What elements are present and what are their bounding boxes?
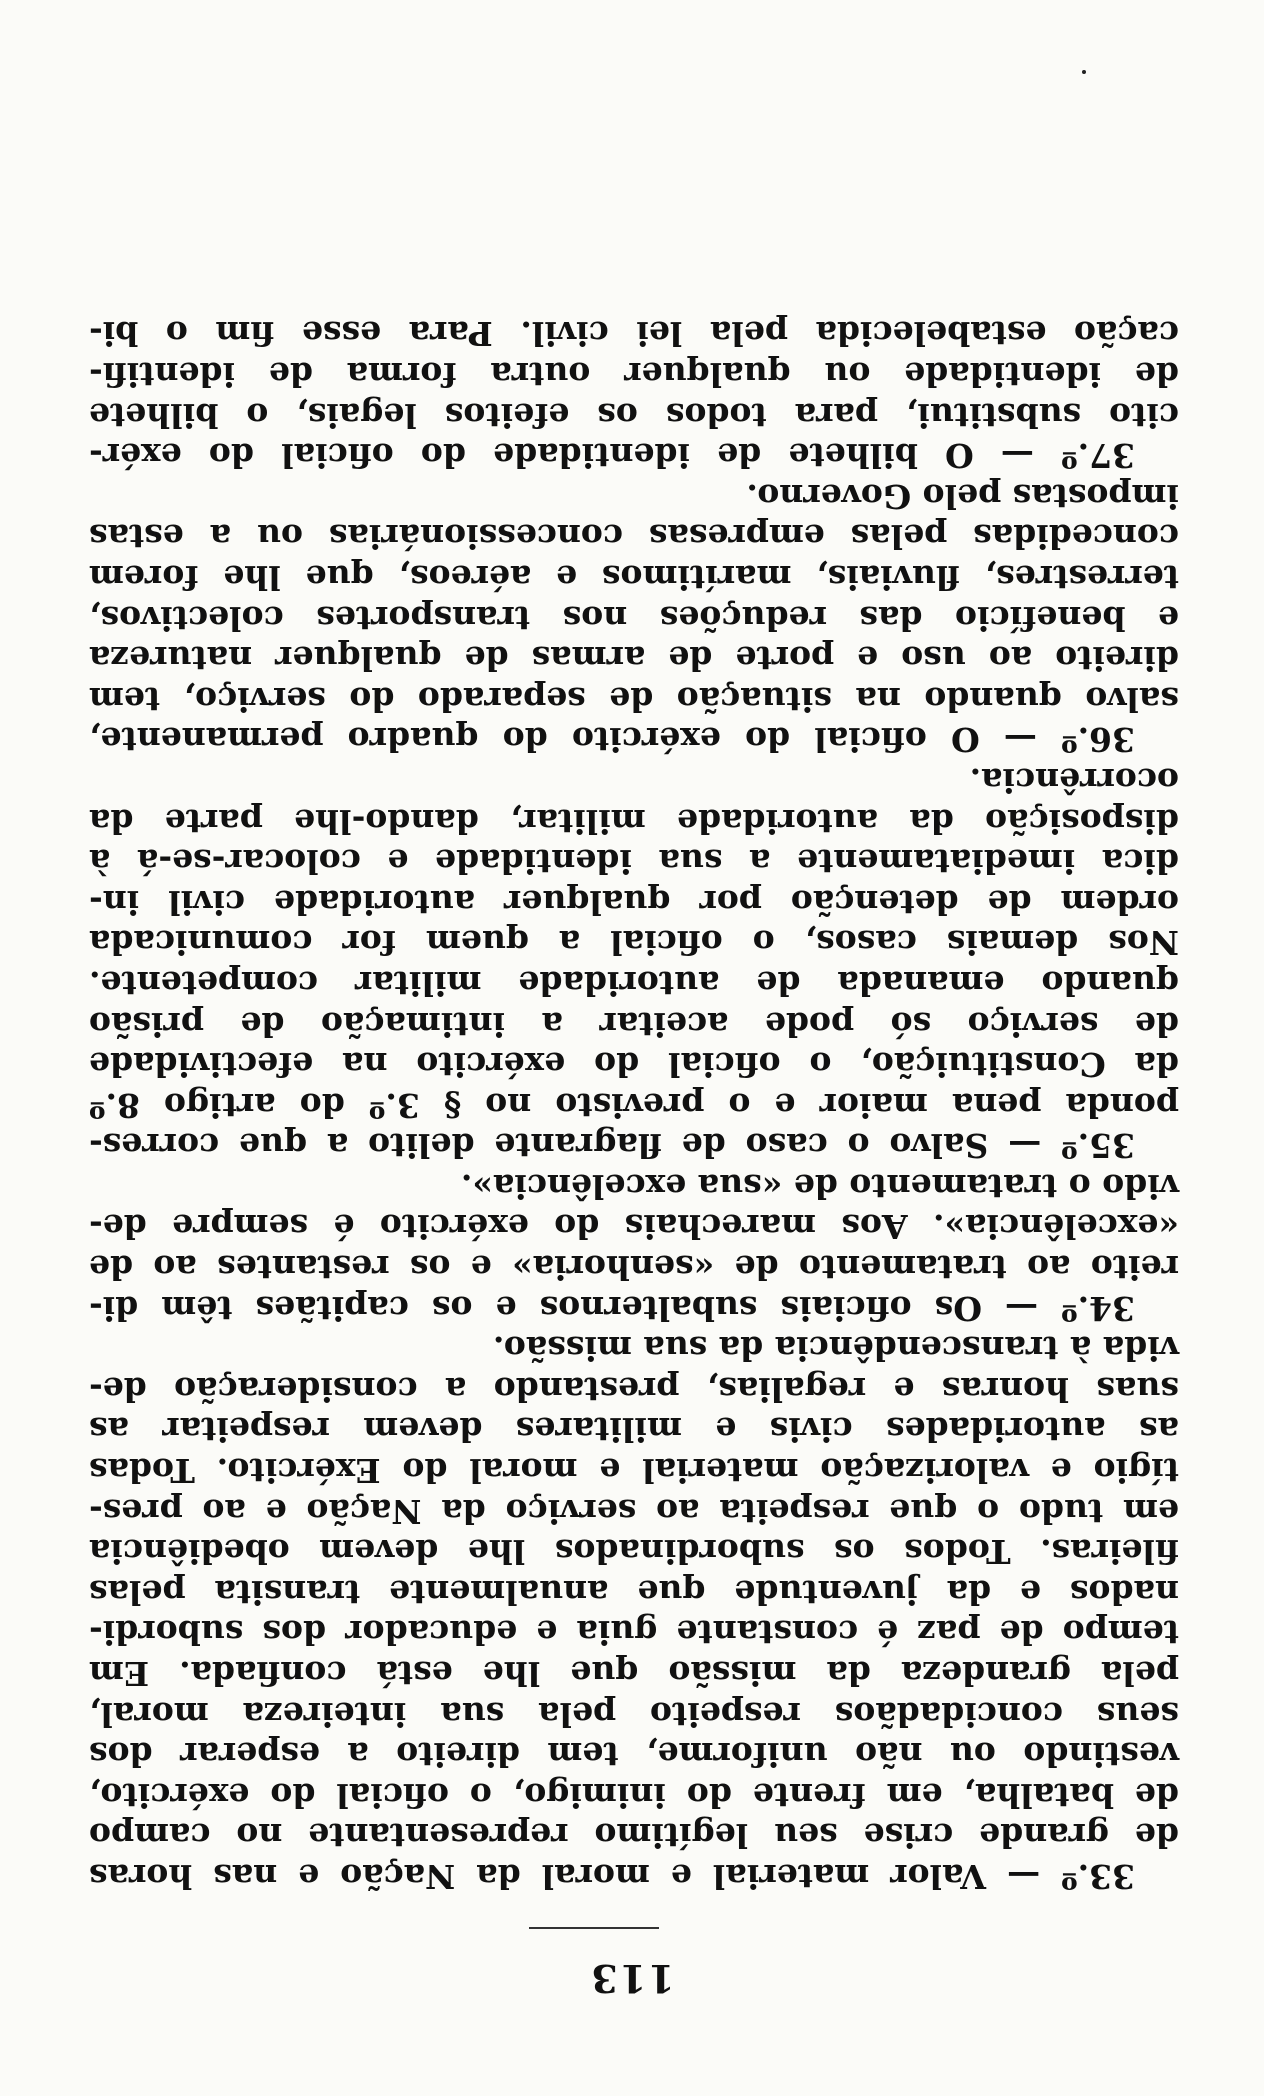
text-line: terrestres, fluviais, marítimos e aéreos, que lhe forem — [89, 558, 1179, 597]
text-line: vida à transcendência da sua missão. — [492, 1329, 1179, 1369]
text-line: concedidas pelas empresas concessionárias ou a estas — [89, 517, 1179, 557]
text-line: 34.º — Os oficiais subalternos e os capitães têm di- — [89, 1288, 1135, 1328]
page-number: 113 — [589, 1956, 675, 2001]
header-rule — [529, 1927, 659, 1929]
text-line: nados e da juventude que anualmente transita pelas — [89, 1572, 1179, 1612]
text-line: suas honras e regalias, prestando a consideração de- — [89, 1369, 1179, 1409]
text-line: ocorrência. — [969, 760, 1179, 800]
text-line: ordem de detenção por qualquer autoridade civil in- — [89, 882, 1179, 922]
text-line: quando emanada de autoridade militar competente. — [89, 963, 1179, 1003]
text-line: em tudo o que respeita ao serviço da Nação e ao pres- — [89, 1491, 1179, 1531]
text-line: fileiras. Todos os subordinados lhe devem obediência — [89, 1532, 1179, 1572]
text-line: seus concidadãos respeito pela sua inteireza moral, — [89, 1694, 1179, 1734]
text-line: de batalha, em frente do inimigo, o oficial do exército, — [89, 1775, 1179, 1815]
text-line: dica imediatamente a sua identidade e colocar-se-á à — [89, 842, 1179, 882]
text-line: reito ao tratamento de «senhoria» e os restantes ao de — [89, 1248, 1179, 1288]
text-line: direito ao uso e porte de armas de qualquer natureza — [89, 639, 1179, 679]
text-line: 35.º — Salvo o caso de flagrante delito a que corres- — [89, 1126, 1135, 1166]
text-line: ponda pena maior e o previsto no § 3.º do artigo 8.º — [89, 1085, 1179, 1125]
text-line: cação estabelecida pela lei civil. Para esse fim o bi- — [89, 314, 1179, 354]
text-line: salvo quando na situação de separado do serviço, tem — [89, 679, 1179, 719]
text-line: de grande crise seu legítimo representante no campo — [89, 1816, 1179, 1856]
text-line: 36.º — O oficial do exército do quadro permanente, — [89, 720, 1135, 760]
page-body-text — [89, 313, 1179, 1896]
text-line: 33.º — Valor material e moral da Nação e nas horas — [89, 1857, 1135, 1896]
text-line: cito substitui, para todos os efeitos legais, o bilhete — [89, 395, 1179, 435]
text-line: disposição da autoridade militar, dando-lhe parte da — [89, 801, 1179, 841]
text-line: e benefício das reduções nos transportes colectivos, — [89, 598, 1179, 638]
text-line: vido o tratamento de «sua excelência». — [460, 1166, 1179, 1206]
text-line: de serviço só pode aceitar a intimação de prisão — [89, 1004, 1179, 1044]
text-line: da Constituição, o oficial do exército na efectividade — [89, 1045, 1179, 1085]
text-line: de identidade ou qualquer outra forma de identifi- — [89, 355, 1179, 395]
text-line: vestindo ou não uniforme, tem direito a esperar dos — [89, 1735, 1179, 1775]
text-line: Nos demais casos, o oficial a quem for comunicada — [89, 923, 1179, 963]
text-line: as autoridades civis e militares devem respeitar as — [89, 1410, 1179, 1450]
text-line: tempo de paz é constante guia e educador dos subordi- — [89, 1613, 1179, 1653]
text-line: tígio e valorização material e moral do Exército. Todas — [89, 1451, 1179, 1491]
text-line: 37.º — O bilhete de identidade do oficial do exér- — [89, 436, 1135, 476]
text-line: «excelência». Aos marechais do exército é sempre de- — [89, 1207, 1179, 1247]
text-line: impostas pelo Governo. — [746, 476, 1179, 516]
print-speck — [1082, 70, 1086, 74]
text-line: pela grandeza da missão que lhe está confiada. Em — [89, 1654, 1179, 1694]
